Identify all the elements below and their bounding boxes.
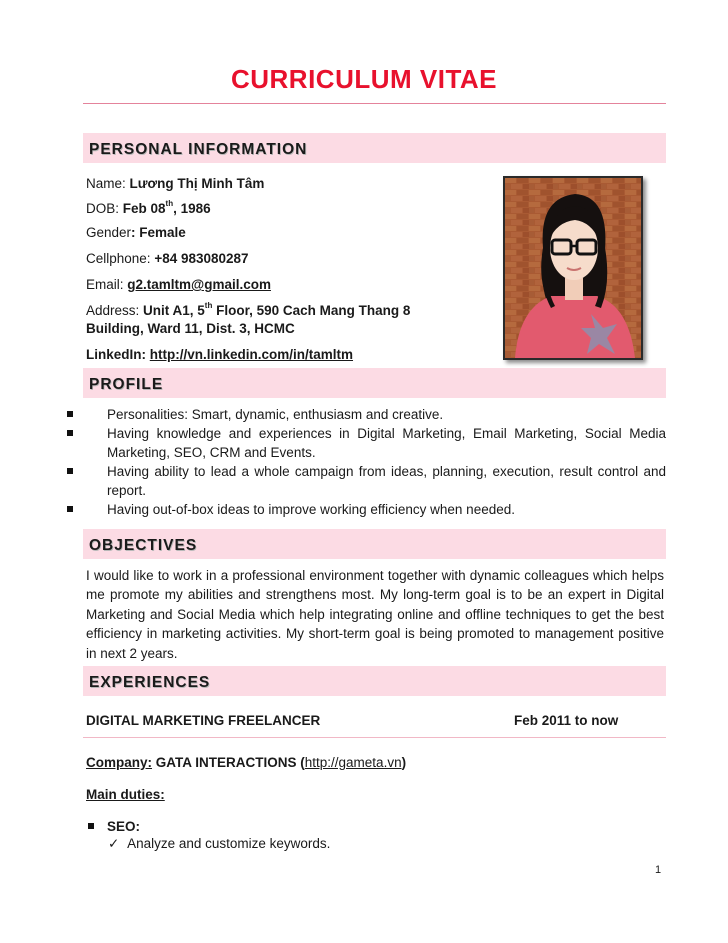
company-close: ) (401, 755, 407, 770)
dob-year: , 1986 (173, 201, 211, 216)
list-item (64, 462, 666, 500)
email-row (86, 276, 271, 293)
personal-info-heading: PERSONAL INFORMATION (89, 141, 308, 158)
dob-value: Feb 08 (122, 201, 166, 216)
document-title: CURRICULUM VITAE (230, 64, 498, 94)
square-bullet-icon (67, 506, 73, 512)
profile-heading: PROFILE (89, 376, 164, 393)
name-label: Name: (86, 176, 130, 191)
linkedin-row (86, 346, 353, 363)
gender-row (86, 224, 186, 241)
company-name: GATA INTERACTIONS ( (152, 755, 305, 770)
address-superscript: th (204, 300, 213, 310)
duty-heading-row (88, 818, 140, 835)
name-value: Lương Thị Minh Tâm (129, 176, 265, 191)
address-label: Address: (86, 303, 144, 318)
personal-info-header-band (83, 133, 666, 163)
phone-label: Cellphone: (86, 251, 155, 266)
square-bullet-icon (88, 823, 94, 829)
square-bullet-icon (67, 411, 73, 417)
objectives-paragraph: I would like to work in a professional environment together with dynamic colleagues which helps me promote my abilities and strengthens most. My long-term goal is to be an expert in Digital Marketing and Social Media which help integrating online and offline techniques to get the best efficiency in marketing activities. My short-term goal is being promoted to management positive in next 2 years. (86, 568, 664, 661)
checkmark-icon: ✓ (108, 836, 120, 851)
square-bullet-icon (67, 468, 73, 474)
phone-row (86, 250, 249, 267)
address-value-cont: Floor, 590 Cach Mang Thang 8 (212, 303, 411, 318)
profile-item-text: Having knowledge and experiences in Digital Marketing, Email Marketing, Social Media Marketing, SEO, CRM and Events. (107, 426, 666, 460)
email-link[interactable]: g2.tamltm@gmail.com (127, 277, 271, 292)
title-divider (83, 103, 666, 104)
job-period: Feb 2011 to now (514, 713, 619, 728)
duty-heading: SEO: (107, 819, 141, 834)
experiences-header-band (83, 666, 666, 696)
square-bullet-icon (67, 430, 73, 436)
address-value: Unit A1, 5 (143, 303, 205, 318)
dob-superscript: th (165, 198, 174, 208)
linkedin-label: LinkedIn: (86, 347, 150, 362)
profile-header-band (83, 368, 666, 398)
phone-value: +84 983080287 (154, 251, 249, 266)
list-item (64, 405, 666, 424)
profile-item-text: Personalities: Smart, dynamic, enthusiasm and creative. (107, 407, 444, 422)
list-item (64, 424, 666, 462)
company-label: Company: (86, 755, 153, 770)
name-row (86, 175, 264, 192)
job-role: DIGITAL MARKETING FREELANCER (86, 713, 321, 728)
duty-item-row (108, 835, 330, 852)
experiences-heading: EXPERIENCES (89, 674, 211, 691)
profile-photo (503, 176, 643, 360)
gender-label: Gender (86, 225, 132, 240)
company-row (86, 754, 406, 771)
gender-value: : Female (131, 225, 186, 240)
page-number: 1 (655, 864, 662, 876)
experience-divider (83, 737, 666, 738)
company-link[interactable]: http://gameta.vn (304, 755, 402, 770)
objectives-header-band (83, 529, 666, 559)
linkedin-link[interactable]: http://vn.linkedin.com/in/tamltm (149, 347, 354, 362)
objectives-heading: OBJECTIVES (89, 537, 198, 554)
address-line-2: Building, Ward 11, Dist. 3, HCMC (86, 321, 295, 336)
profile-photo-illustration (505, 178, 641, 358)
main-duties-label: Main duties: (86, 787, 165, 802)
profile-item-text: Having ability to lead a whole campaign from ideas, planning, execution, result control and report. (107, 464, 666, 498)
dob-label: DOB: (86, 201, 123, 216)
dob-row (86, 200, 211, 217)
profile-item-text: Having out-of-box ideas to improve working efficiency when needed. (107, 502, 515, 517)
duty-item-text: Analyze and customize keywords. (127, 836, 331, 851)
list-item (64, 500, 666, 519)
email-label: Email: (86, 277, 128, 292)
profile-list (64, 405, 666, 519)
address-row (86, 302, 410, 319)
